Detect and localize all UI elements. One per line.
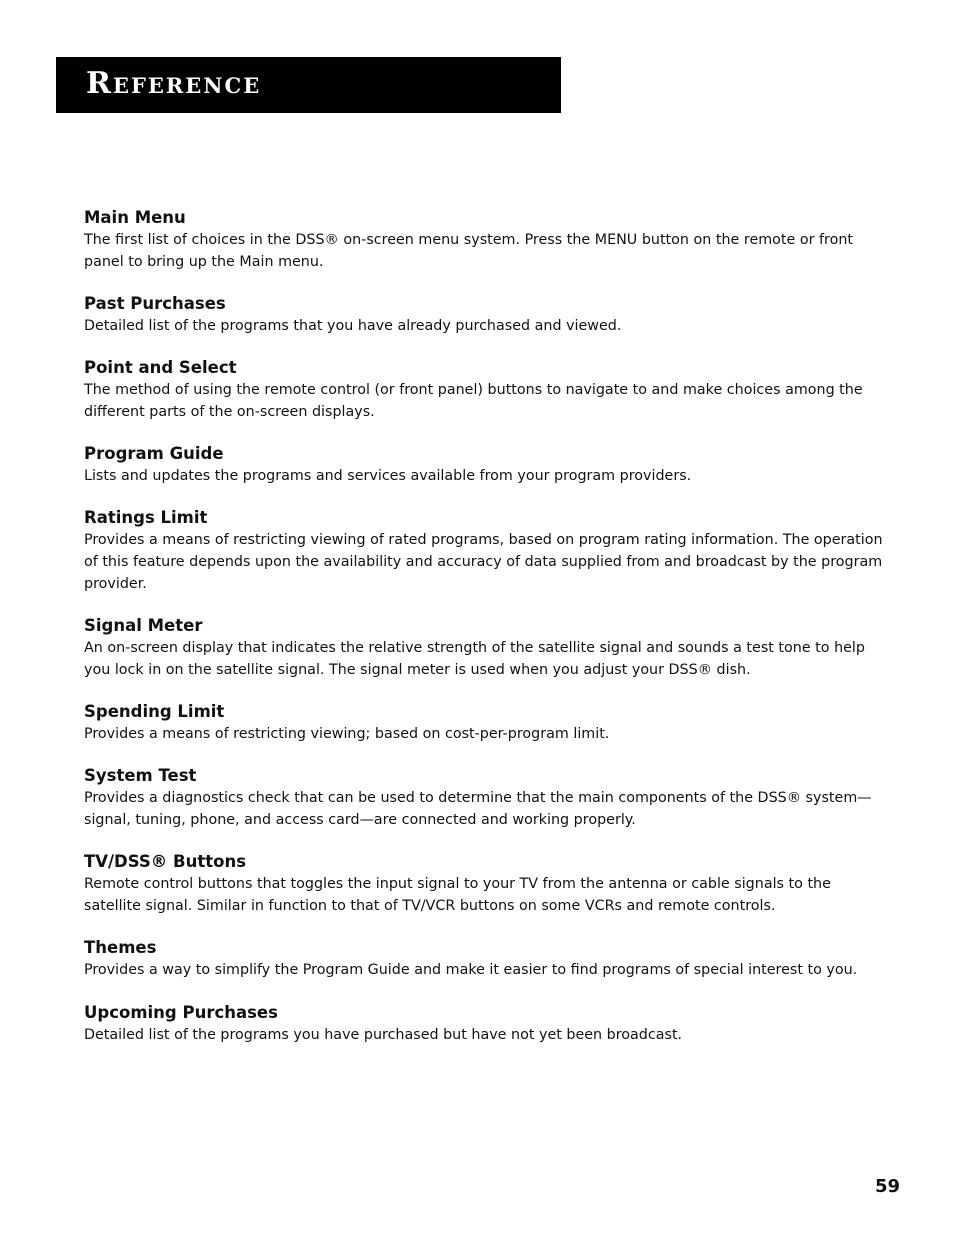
glossary-term: Point and Select xyxy=(84,358,237,377)
glossary-term: System Test xyxy=(84,766,197,785)
glossary-definition: Lists and updates the programs and services available from your program providers. xyxy=(84,468,692,484)
glossary-term: Program Guide xyxy=(84,444,224,463)
glossary-definition: Detailed list of the programs that you have already purchased and viewed. xyxy=(84,318,622,334)
glossary-term: TV/DSS® Buttons xyxy=(84,852,247,871)
glossary-entry xyxy=(84,507,884,595)
section-header-bar xyxy=(56,57,561,113)
glossary-term: Past Purchases xyxy=(84,294,226,313)
glossary-entry xyxy=(84,1002,884,1046)
glossary-term: Spending Limit xyxy=(84,702,225,721)
glossary-entry xyxy=(84,851,884,917)
section-title: Reference xyxy=(86,66,262,101)
glossary-entry xyxy=(84,701,884,745)
glossary-definition: Provides a means of restricting viewing of rated programs, based on program rating information. The operation of this feature depends upon the availability and accuracy of data supplied from and broadcast by the program provider. xyxy=(84,532,883,592)
page-number: 59 xyxy=(874,1176,900,1197)
glossary-entry xyxy=(84,357,884,423)
glossary-entry xyxy=(84,293,884,337)
glossary-term: Ratings Limit xyxy=(84,508,208,527)
glossary-entry xyxy=(84,207,884,273)
glossary-definition: An on-screen display that indicates the relative strength of the satellite signal and sounds a test tone to help you lock in on the satellite signal. The signal meter is used when you adjust your DSS® dish. xyxy=(84,640,865,678)
glossary-definition: The method of using the remote control (or front panel) buttons to navigate to and make choices among the different parts of the on-screen displays. xyxy=(84,382,863,420)
glossary-term: Main Menu xyxy=(84,208,186,227)
glossary-term: Signal Meter xyxy=(84,616,203,635)
glossary-definition: Provides a way to simplify the Program Guide and make it easier to find programs of special interest to you. xyxy=(84,962,858,978)
glossary-definition: The first list of choices in the DSS® on-screen menu system. Press the MENU button on the remote or front panel to bring up the Main menu. xyxy=(84,232,854,270)
glossary-definition: Provides a means of restricting viewing; based on cost-per-program limit. xyxy=(84,726,610,742)
glossary-entry xyxy=(84,615,884,681)
glossary-definition: Remote control buttons that toggles the input signal to your TV from the antenna or cable signals to the satellite signal. Similar in function to that of TV/VCR buttons on some VCRs and remote controls. xyxy=(84,876,831,914)
glossary-term: Upcoming Purchases xyxy=(84,1003,278,1022)
glossary-entry xyxy=(84,765,884,831)
glossary-definition: Detailed list of the programs you have purchased but have not yet been broadcast. xyxy=(84,1027,683,1043)
glossary-entry xyxy=(84,937,884,981)
glossary-term: Themes xyxy=(84,938,157,957)
glossary-entry xyxy=(84,443,884,487)
glossary-definition: Provides a diagnostics check that can be used to determine that the main components of the DSS® system—signal, tuning, phone, and access card—are connected and working properly. xyxy=(84,790,872,828)
